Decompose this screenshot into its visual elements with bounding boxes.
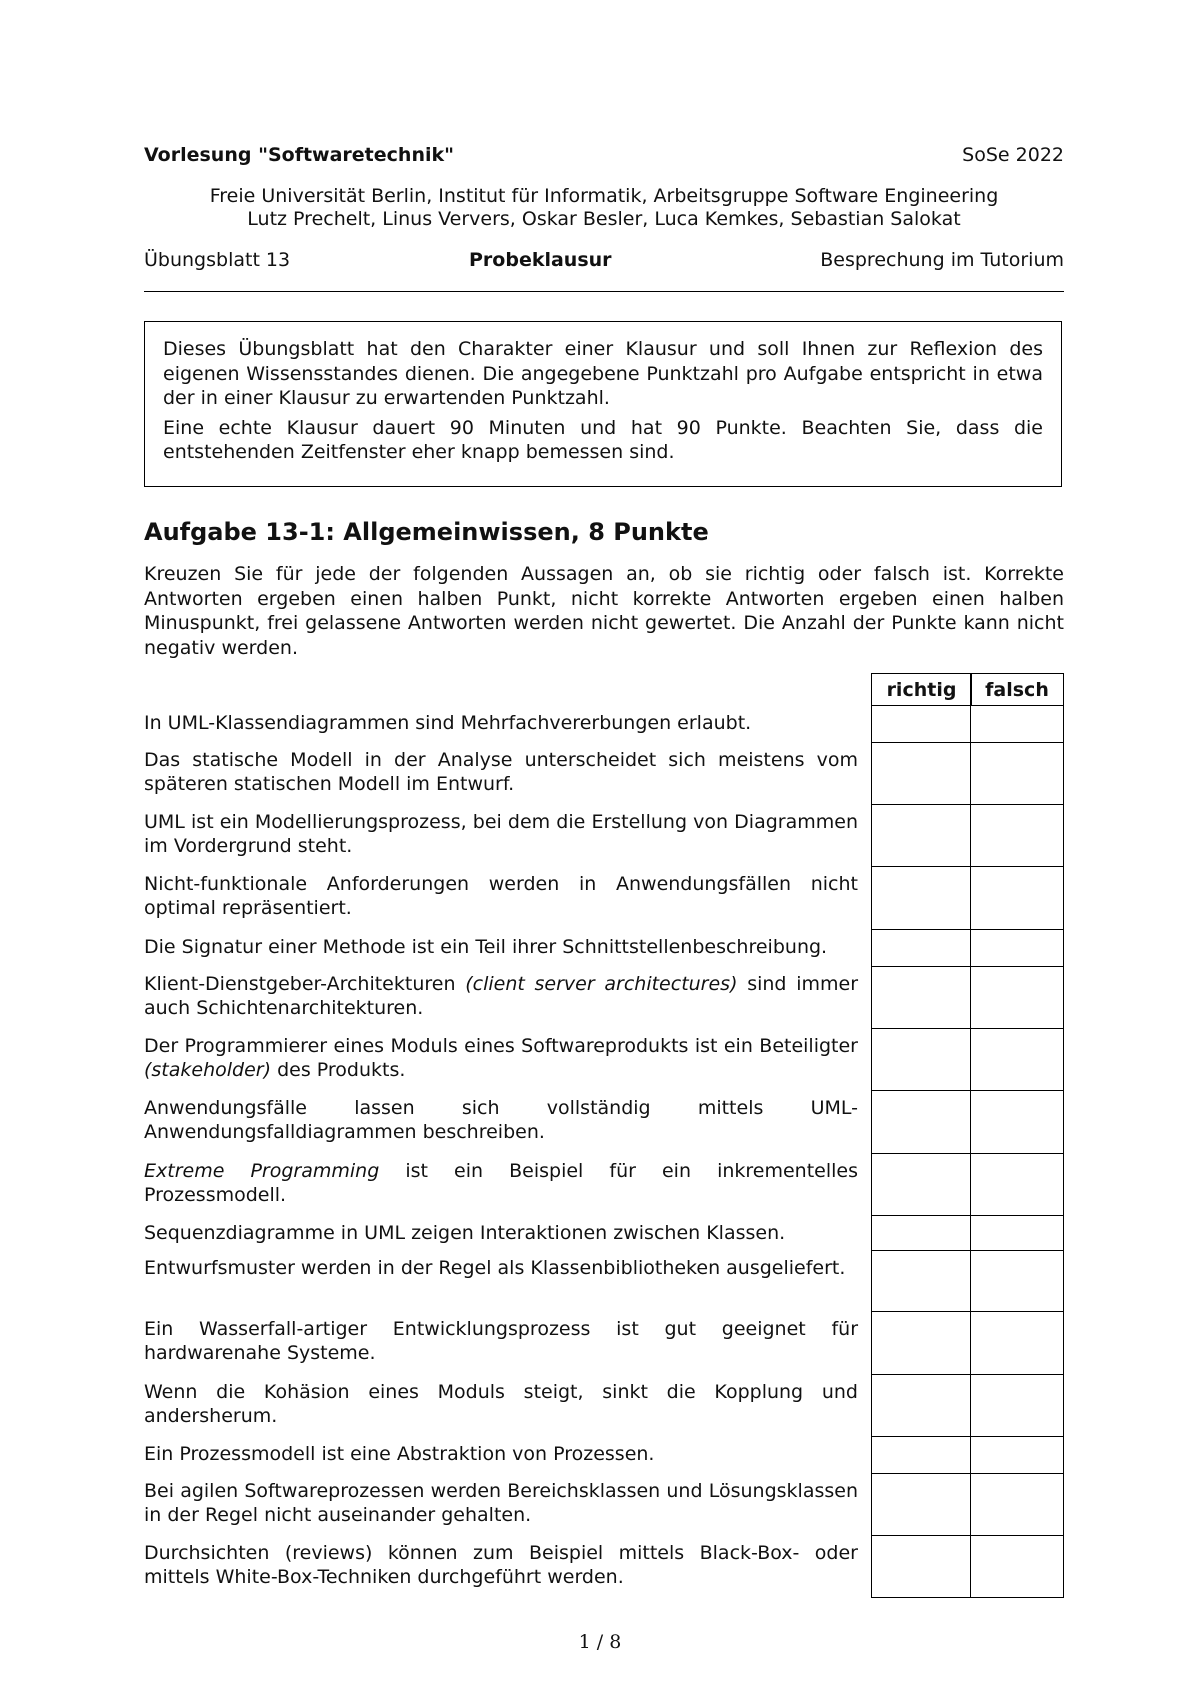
semester: SoSe 2022: [962, 144, 1064, 166]
header-divider: [144, 291, 1064, 292]
info-paragraph-1: Dieses Übungsblatt hat den Charakter einer Klausur und soll Ihnen zur Reflexion des eigenen Wissensstandes dienen. Die angegebene Punktzahl pro Aufgabe entspricht in etwa der in einer Klausur zu erwartenden Punktzahl.: [163, 338, 1043, 409]
answer-cell-wrong[interactable]: [970, 1535, 1064, 1598]
answer-cell-right[interactable]: [871, 929, 972, 967]
sheet-number: Übungsblatt 13: [144, 249, 291, 271]
answer-cell-right[interactable]: [871, 1436, 972, 1474]
task-intro: Kreuzen Sie für jede der folgenden Aussagen an, ob sie richtig oder falsch ist. Korrekte Antworten ergeben einen halben Punkt, nicht korrekte Antworten ergeben einen halben Minuspunkt, frei gelassene Antworten werden nicht gewertet. Die Anzahl der Punkte kann nicht negativ werden.: [144, 563, 1064, 659]
answer-cell-wrong[interactable]: [970, 1374, 1064, 1437]
answer-cell-wrong[interactable]: [970, 742, 1064, 805]
answer-cell-wrong[interactable]: [970, 1090, 1064, 1154]
answer-cell-right[interactable]: [871, 804, 972, 867]
statement-emphasis: (client server architectures): [465, 973, 738, 995]
answer-cell-right[interactable]: [871, 1090, 972, 1154]
answer-cell-right[interactable]: [871, 866, 972, 930]
answer-cell-right[interactable]: [871, 1535, 972, 1598]
column-header-wrong: falsch: [970, 673, 1064, 706]
answer-cell-right[interactable]: [871, 705, 972, 743]
statement-text: UML ist ein Modellierungsprozess, bei dem die Erstellung von Diagrammen im Vordergrund steht.: [144, 811, 858, 857]
answer-cell-wrong[interactable]: [970, 1473, 1064, 1536]
answer-cell-wrong[interactable]: [970, 1215, 1064, 1251]
answer-cell-wrong[interactable]: [970, 804, 1064, 867]
task-title: Aufgabe 13-1: Allgemeinwissen, 8 Punkte: [144, 518, 709, 546]
answer-cell-wrong[interactable]: [970, 966, 1064, 1029]
statement-text: Wenn die Kohäsion eines Moduls steigt, sinkt die Kopplung und andersherum.: [144, 1381, 858, 1427]
answer-cell-wrong[interactable]: [970, 1028, 1064, 1091]
sheet-type: Probeklausur: [469, 249, 612, 271]
authors: Lutz Prechelt, Linus Ververs, Oskar Besler, Luca Kemkes, Sebastian Salokat: [247, 208, 961, 230]
statement-text: Der Programmierer eines Moduls eines Softwareprodukts ist ein Beteiligter (stakeholder) des Produkts.: [144, 1035, 858, 1081]
statement-text: Durchsichten (reviews) können zum Beispiel mittels Black-Box- oder mittels White-Box-Techniken durchgeführt werden.: [144, 1542, 858, 1588]
statement-text: Entwurfsmuster werden in der Regel als Klassenbibliotheken ausgeliefert.: [144, 1257, 846, 1279]
answer-cell-wrong[interactable]: [970, 866, 1064, 930]
page-number: 1 / 8: [578, 1631, 622, 1653]
header-line-1: [144, 144, 1064, 166]
statement-text: Anwendungsfälle lassen sich vollständig mittels UML-Anwendungsfalldiagrammen beschreiben.: [144, 1097, 858, 1143]
answer-cell-wrong[interactable]: [970, 1250, 1064, 1312]
answer-cell-right[interactable]: [871, 1311, 972, 1375]
info-paragraph-2: Eine echte Klausur dauert 90 Minuten und hat 90 Punkte. Beachten Sie, dass die entstehenden Zeitfenster eher knapp bemessen sind.: [163, 416, 1043, 463]
answer-cell-right[interactable]: [871, 742, 972, 805]
statement-text: Die Signatur einer Methode ist ein Teil ihrer Schnittstellenbeschreibung.: [144, 936, 828, 958]
statement-emphasis: (stakeholder): [144, 1059, 272, 1081]
statement-emphasis: Extreme Programming: [144, 1160, 380, 1182]
institute-block: [144, 185, 1064, 231]
info-box: [144, 321, 1062, 487]
answer-cell-right[interactable]: [871, 1250, 972, 1312]
column-header-right: richtig: [871, 673, 972, 706]
statement-text: Bei agilen Softwareprozessen werden Bereichsklassen und Lösungsklassen in der Regel nicht auseinander gehalten.: [144, 1480, 858, 1526]
course-title: Vorlesung "Softwaretechnik": [144, 144, 455, 166]
answer-cell-wrong[interactable]: [970, 929, 1064, 967]
answer-cell-wrong[interactable]: [970, 1153, 1064, 1216]
answer-cell-right[interactable]: [871, 1215, 972, 1251]
answer-cell-right[interactable]: [871, 1374, 972, 1437]
answer-cell-right[interactable]: [871, 1153, 972, 1216]
statement-text: Sequenzdiagramme in UML zeigen Interaktionen zwischen Klassen.: [144, 1222, 786, 1244]
answer-cell-right[interactable]: [871, 1028, 972, 1091]
statement-text: Ein Wasserfall-artiger Entwicklungsprozess ist gut geeignet für hardwarenahe Systeme.: [144, 1318, 858, 1364]
statement-text: Das statische Modell in der Analyse unterscheidet sich meistens vom späteren statischen Modell im Entwurf.: [144, 749, 858, 795]
institute: Freie Universität Berlin, Institut für Informatik, Arbeitsgruppe Software Engineering: [209, 185, 999, 207]
answer-cell-wrong[interactable]: [970, 1311, 1064, 1375]
discussion-note: Besprechung im Tutorium: [820, 249, 1064, 271]
answer-cell-wrong[interactable]: [970, 1436, 1064, 1474]
answer-cell-right[interactable]: [871, 966, 972, 1029]
statement-text: Klient-Dienstgeber-Architekturen (client server architectures) sind immer auch Schichtenarchitekturen.: [144, 973, 858, 1019]
answer-cell-wrong[interactable]: [970, 705, 1064, 743]
statement-text: Ein Prozessmodell ist eine Abstraktion von Prozessen.: [144, 1443, 655, 1465]
header-line-3: [144, 249, 1064, 271]
statement-text: Extreme Programming ist ein Beispiel für ein inkrementelles Prozessmodell.: [144, 1160, 858, 1206]
statement-text: Nicht-funktionale Anforderungen werden in Anwendungsfällen nicht optimal repräsentiert.: [144, 873, 858, 919]
answer-cell-right[interactable]: [871, 1473, 972, 1536]
statement-text: In UML-Klassendiagrammen sind Mehrfachvererbungen erlaubt.: [144, 712, 752, 734]
